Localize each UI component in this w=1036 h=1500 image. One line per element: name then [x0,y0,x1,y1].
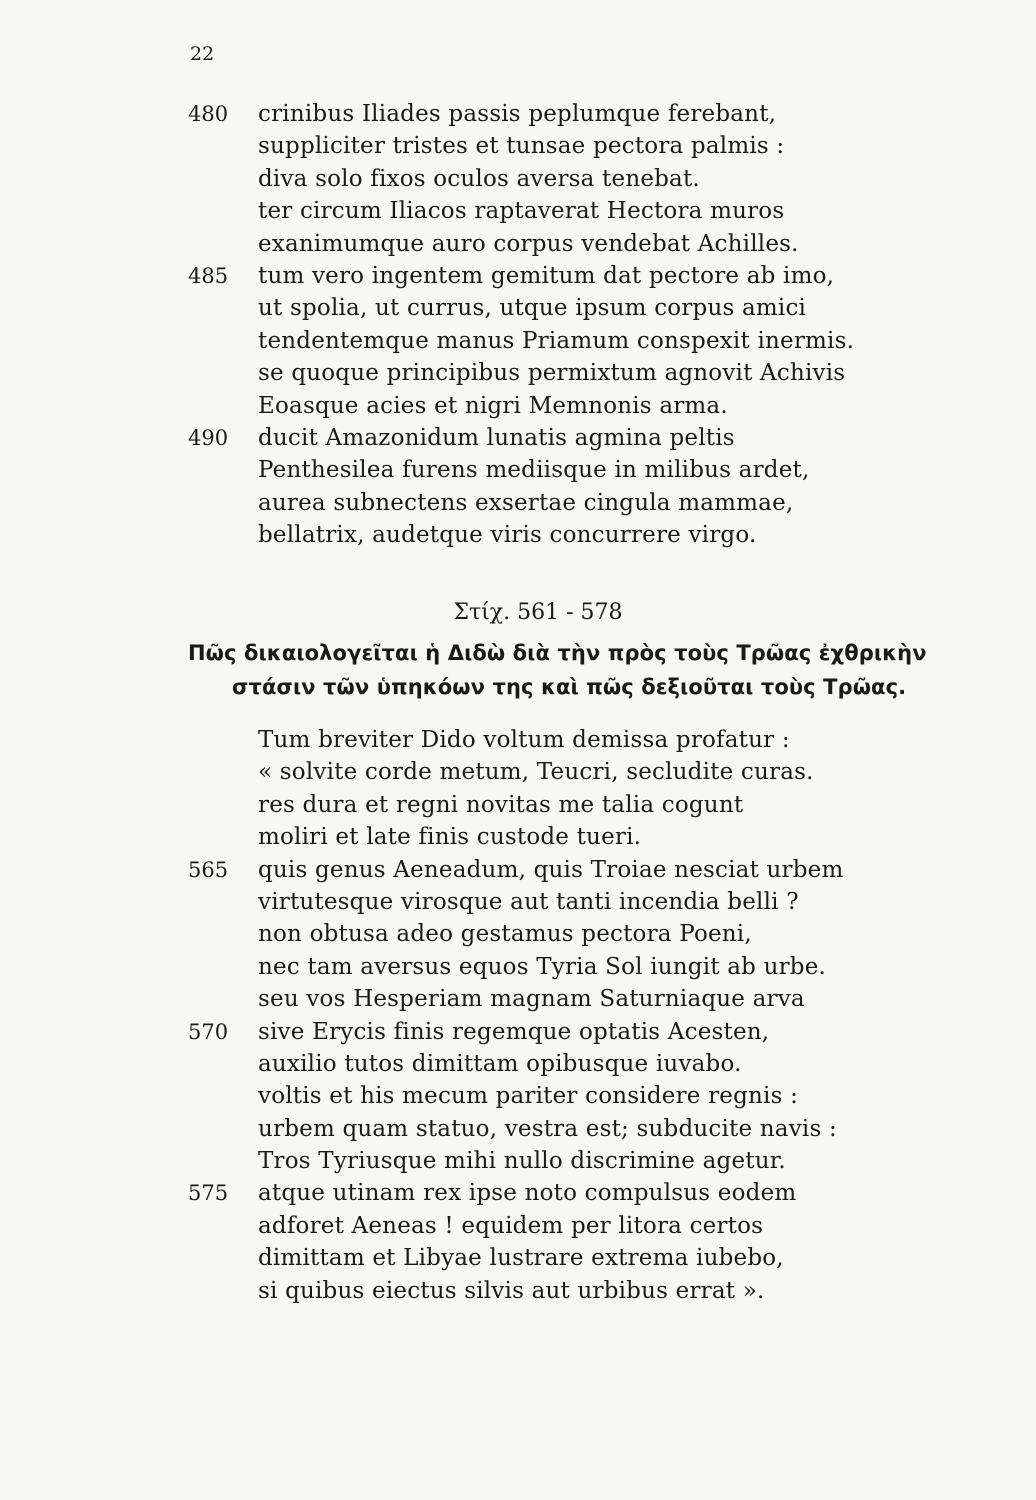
verse-line [0,519,1036,551]
line-text: nec tam aversus equos Tyria Sol iungit ab urbe. [258,953,827,980]
verse-line [0,292,1036,324]
line-text: dimittam et Libyae lustrare extrema iubebo, [258,1245,784,1272]
line-text: Tum breviter Dido voltum demissa profatur : [258,727,790,753]
line-text: suppliciter tristes et tunsae pectora palmis : [258,133,785,160]
line-text: quis genus Aeneadum, quis Troiae nesciat urbem [258,856,844,883]
verse-line [0,325,1036,357]
line-text: virtutesque virosque aut tanti incendia belli ? [258,888,799,915]
verse-block-1 [0,98,1036,551]
verse-line [0,821,1036,853]
line-text: aurea subnectens exsertae cingula mammae, [258,489,794,516]
line-number: 570 [188,1019,229,1044]
verse-line [0,1113,1036,1145]
heading-line-1: Πῶς δικαιολογεῖται ἡ Διδὼ διὰ τὴν πρὸς τοὺς Τρῶας ἐχθρικὴν [188,641,927,665]
line-number: 575 [188,1181,229,1206]
line-text: si quibus eiectus silvis aut urbibus errat ». [258,1277,765,1304]
line-text: se quoque principibus permixtum agnovit Achivis [258,360,846,387]
verse-line [0,487,1036,519]
line-text: Penthesilea furens mediisque in milibus ardet, [258,457,810,484]
verse-line [0,1242,1036,1274]
line-text: sive Erycis finis regemque optatis Acesten, [258,1018,770,1045]
line-number: 490 [188,425,229,450]
verse-line [0,1145,1036,1177]
line-text: res dura et regni novitas me talia cogunt [258,791,744,818]
heading-line-2: στάσιν τῶν ὑπηκόων της καὶ πῶς δεξιοῦται τοὺς Τρῶας. [232,675,907,699]
line-number: 485 [188,263,229,288]
line-text: ducit Amazonidum lunatis agmina peltis [258,424,735,451]
line-text: bellatrix, audetque viris concurrere virgo. [258,522,757,549]
verse-line [0,357,1036,389]
verse-line [0,918,1036,950]
verse-line [0,422,1036,454]
line-text: diva solo fixos oculos aversa tenebat. [258,165,700,192]
line-text: moliri et late finis custode tueri. [258,824,642,851]
line-text: seu vos Hesperiam magnam Saturniaque arva [258,986,805,1013]
verse-line [0,98,1036,130]
verse-range-reference: Στίχ. 561 - 578 [453,600,623,625]
page-number: 22 [190,43,215,65]
line-text: tendentemque manus Priamum conspexit inermis. [258,327,855,354]
verse-line [0,724,1036,756]
verse-line [0,390,1036,422]
line-text: Eoasque acies et nigri Memnonis arma. [258,392,728,419]
line-text: crinibus Iliades passis peplumque ferebant, [258,101,777,127]
verse-line [0,228,1036,260]
line-text: « solvite corde metum, Teucri, secludite curas. [258,759,814,786]
line-text: urbem quam statuo, vestra est; subducite navis : [258,1115,837,1142]
verse-line [0,886,1036,918]
verse-line [0,1275,1036,1307]
verse-line [0,1048,1036,1080]
line-text: Tros Tyriusque mihi nullo discrimine agetur. [258,1148,786,1175]
line-text: tum vero ingentem gemitum dat pectore ab imo, [258,262,835,289]
line-text: exanimumque auro corpus vendebat Achilles. [258,230,799,257]
verse-line [0,756,1036,788]
line-text: auxilio tutos dimittam opibusque iuvabo. [258,1050,742,1077]
verse-block-2 [0,724,1036,1307]
verse-line [0,1016,1036,1048]
line-number: 565 [188,857,229,882]
line-text: voltis et his mecum pariter considere regnis : [258,1083,799,1110]
verse-line [0,789,1036,821]
verse-line [0,854,1036,886]
line-text: ut spolia, ut currus, utque ipsum corpus amici [258,295,807,322]
verse-line [0,130,1036,162]
line-text: non obtusa adeo gestamus pectora Poeni, [258,921,752,948]
verse-line [0,983,1036,1015]
verse-line [0,1080,1036,1112]
verse-line [0,454,1036,486]
verse-line [0,1210,1036,1242]
line-text: adforet Aeneas ! equidem per litora certos [258,1212,764,1239]
verse-line [0,163,1036,195]
line-number: 480 [188,102,229,126]
verse-line [0,1177,1036,1209]
verse-line [0,951,1036,983]
line-text: atque utinam rex ipse noto compulsus eodem [258,1180,797,1207]
line-text: ter circum Iliacos raptaverat Hectora muros [258,198,785,225]
verse-line [0,260,1036,292]
verse-line [0,195,1036,227]
